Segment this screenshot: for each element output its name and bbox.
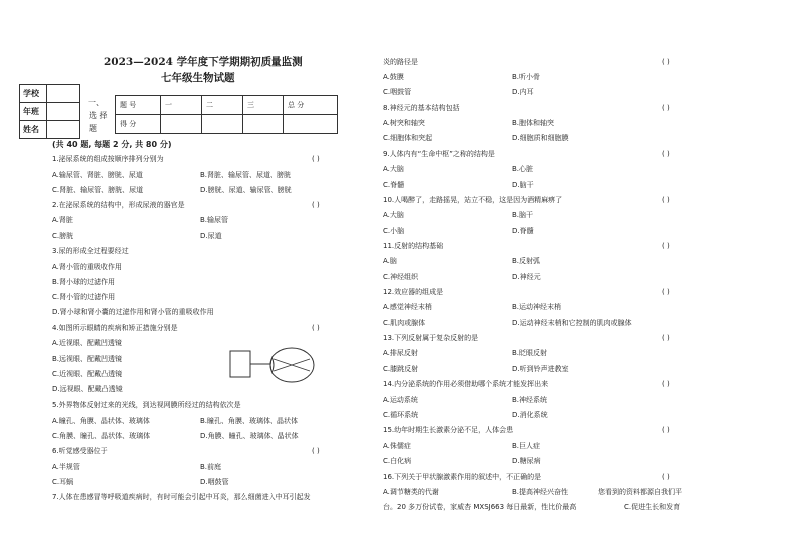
question-12: 12.效应器的组成是 bbox=[383, 288, 444, 296]
score-header-1: 一 bbox=[161, 96, 202, 115]
score-cell-3[interactable] bbox=[243, 115, 284, 134]
question-6: 6.听觉感受器位于 bbox=[52, 447, 108, 455]
answer-paren-6[interactable]: ( ) bbox=[312, 447, 320, 455]
q5-option-a: A.瞳孔、角膜、晶状体、玻璃体 bbox=[52, 417, 150, 425]
q3-option-a: A.肾小管的重吸收作用 bbox=[52, 263, 122, 271]
answer-paren-10[interactable]: ( ) bbox=[662, 196, 670, 204]
q2-option-d: D.尿道 bbox=[200, 232, 222, 240]
q13-option-a: A.排尿反射 bbox=[383, 349, 418, 357]
question-3: 3.尿的形成全过程要经过 bbox=[52, 247, 129, 255]
q8-option-d: D.细胞质和细胞膜 bbox=[512, 134, 569, 142]
q16-option-b: B.提高神经兴奋性 bbox=[512, 488, 569, 496]
school-field[interactable] bbox=[47, 85, 80, 103]
q12-option-c: C.肌肉或腺体 bbox=[383, 319, 426, 327]
score-label: 得 分 bbox=[116, 115, 161, 134]
q2-option-a: A.肾脏 bbox=[52, 216, 73, 224]
q2-option-c: C.膀胱 bbox=[52, 232, 74, 240]
question-15: 15.幼年时期生长激素分泌不足，人体会患 bbox=[383, 426, 514, 434]
q4-option-b: B.远视眼、配戴凹透镜 bbox=[52, 355, 123, 363]
eye-diagram bbox=[226, 345, 318, 391]
answer-paren-9[interactable]: ( ) bbox=[662, 150, 670, 158]
q6-option-c: C.耳蜗 bbox=[52, 478, 74, 486]
question-7: 7.人体在患感冒等呼吸道疾病时，有时可能会引起中耳炎，那么细菌进入中耳引起发 bbox=[52, 493, 311, 501]
q9-option-c: C.脊髓 bbox=[383, 181, 405, 189]
q5-option-d: D.角膜、瞳孔、玻璃体、晶状体 bbox=[200, 432, 299, 440]
question-5: 5.外界物体反射过来的光线，到达视网膜所经过的结构依次是 bbox=[52, 401, 241, 409]
q15-option-c: C.白化病 bbox=[383, 457, 412, 465]
q5-option-c: C.角膜、瞳孔、晶状体、玻璃体 bbox=[52, 432, 151, 440]
question-1: 1.泌尿系统的组成按顺序排列分别为 bbox=[52, 155, 164, 163]
q14-option-b: B.神经系统 bbox=[512, 396, 548, 404]
q15-option-d: D.糖尿病 bbox=[512, 457, 541, 465]
q4-option-c: C.近视眼、配戴凸透镜 bbox=[52, 370, 123, 378]
score-cell-total[interactable] bbox=[284, 115, 338, 134]
name-label: 姓名 bbox=[20, 121, 47, 139]
q14-option-a: A.运动系统 bbox=[383, 396, 418, 404]
q13-option-b: B.眨眼反射 bbox=[512, 349, 548, 357]
watermark-text-1: 您看到的资料都源自我们平 bbox=[598, 488, 682, 496]
q1-option-b: B.肾脏、输尿管、尿道、膀胱 bbox=[200, 171, 292, 179]
section-note: (共 40 题, 每题 2 分, 共 80 分) bbox=[52, 140, 172, 149]
score-header-qnum: 题 号 bbox=[116, 96, 161, 115]
answer-paren-12[interactable]: ( ) bbox=[662, 288, 670, 296]
answer-paren-11[interactable]: ( ) bbox=[662, 242, 670, 250]
answer-paren-7[interactable]: ( ) bbox=[662, 58, 670, 66]
q9-option-b: B.心脏 bbox=[512, 165, 534, 173]
q1-option-d: D.膀胱、尿道、输尿管、膀胱 bbox=[200, 186, 292, 194]
q7-option-b: B.听小骨 bbox=[512, 73, 541, 81]
question-16: 16.下列关于甲状腺激素作用的叙述中，不正确的是 bbox=[383, 473, 542, 481]
q8-option-b: B.胞体和轴突 bbox=[512, 119, 555, 127]
class-field[interactable] bbox=[47, 103, 80, 121]
q8-option-a: A.树突和轴突 bbox=[383, 119, 425, 127]
q12-option-d: D.运动神经末梢和它控制的肌肉或腺体 bbox=[512, 319, 632, 327]
answer-paren-8[interactable]: ( ) bbox=[662, 104, 670, 112]
q16-option-c: C.促进生长和发育 bbox=[624, 503, 681, 511]
question-4: 4.如图所示眼睛的疾病和矫正措施分别是 bbox=[52, 324, 178, 332]
q8-option-c: C.细胞体和突起 bbox=[383, 134, 433, 142]
school-label: 学校 bbox=[20, 85, 47, 103]
q3-option-c: C.肾小管的过滤作用 bbox=[52, 293, 116, 301]
question-10: 10.人喝醉了，走路摇晃，站立不稳，这是因为酒精麻痹了 bbox=[383, 196, 563, 204]
q10-option-c: C.小脑 bbox=[383, 227, 405, 235]
q6-option-b: B.前庭 bbox=[200, 463, 222, 471]
name-field[interactable] bbox=[47, 121, 80, 139]
exam-title: 2023—2024 学年度下学期期初质量监测 bbox=[104, 56, 303, 68]
answer-paren-1[interactable]: ( ) bbox=[312, 155, 320, 163]
q15-option-a: A.侏儒症 bbox=[383, 442, 411, 450]
score-header-total: 总 分 bbox=[284, 96, 338, 115]
q7-option-c: C.咽鼓管 bbox=[383, 88, 412, 96]
q14-option-c: C.循环系统 bbox=[383, 411, 419, 419]
q3-option-b: B.肾小球的过滤作用 bbox=[52, 278, 116, 286]
question-9: 9.人体内有“生命中枢”之称的结构是 bbox=[383, 150, 495, 158]
eye-lens bbox=[270, 357, 274, 373]
q14-option-d: D.消化系统 bbox=[512, 411, 548, 419]
score-cell-2[interactable] bbox=[202, 115, 243, 134]
question-2: 2.在泌尿系统的结构中，形成尿液的器官是 bbox=[52, 201, 185, 209]
q11-option-a: A.脑 bbox=[383, 257, 397, 265]
section-name-end: 题 bbox=[89, 124, 97, 133]
watermark-text-2: 台。20 多万份试卷，家威杏 MXSJ663 每日最新，性比价最高 bbox=[383, 503, 577, 511]
student-info-table bbox=[19, 84, 80, 139]
q10-option-d: D.脊髓 bbox=[512, 227, 534, 235]
q13-option-d: D.听到铃声进教室 bbox=[512, 365, 569, 373]
q11-option-c: C.神经组织 bbox=[383, 273, 419, 281]
answer-paren-16[interactable]: ( ) bbox=[662, 473, 670, 481]
lens-box bbox=[230, 351, 250, 377]
question-8: 8.神经元的基本结构包括 bbox=[383, 104, 460, 112]
question-13: 13.下列反射属于复杂反射的是 bbox=[383, 334, 479, 342]
q4-option-a: A.近视眼、配戴凹透镜 bbox=[52, 339, 122, 347]
q4-option-d: D.远视眼、配戴凸透镜 bbox=[52, 385, 123, 393]
q11-option-d: D.神经元 bbox=[512, 273, 541, 281]
q9-option-d: D.脑干 bbox=[512, 181, 534, 189]
q1-option-c: C.肾脏、输尿管、膀胱、尿道 bbox=[52, 186, 144, 194]
q6-option-d: D.咽鼓管 bbox=[200, 478, 229, 486]
q16-option-a: A.调节糖类的代谢 bbox=[383, 488, 439, 496]
exam-subtitle: 七年级生物试题 bbox=[161, 72, 235, 84]
score-header-3: 三 bbox=[243, 96, 284, 115]
q15-option-b: B.巨人症 bbox=[512, 442, 541, 450]
answer-paren-4[interactable]: ( ) bbox=[312, 324, 320, 332]
answer-paren-2[interactable]: ( ) bbox=[312, 201, 320, 209]
q11-option-b: B.反射弧 bbox=[512, 257, 541, 265]
answer-paren-14[interactable]: ( ) bbox=[662, 380, 670, 388]
q13-option-c: C.膝跳反射 bbox=[383, 365, 419, 373]
class-label: 年班 bbox=[20, 103, 47, 121]
score-header-2: 二 bbox=[202, 96, 243, 115]
answer-paren-13[interactable]: ( ) bbox=[662, 334, 670, 342]
section-name: 选 择 bbox=[89, 111, 108, 120]
score-cell-1[interactable] bbox=[161, 115, 202, 134]
q10-option-b: B.脑干 bbox=[512, 211, 534, 219]
q6-option-a: A.半规管 bbox=[52, 463, 80, 471]
question-7-continued: 炎的路径是 bbox=[383, 58, 418, 66]
q12-option-b: B.运动神经末梢 bbox=[512, 303, 562, 311]
q2-option-b: B.输尿管 bbox=[200, 216, 229, 224]
score-table bbox=[115, 95, 338, 134]
q9-option-a: A.大脑 bbox=[383, 165, 404, 173]
q7-option-d: D.内耳 bbox=[512, 88, 534, 96]
q3-option-d: D.肾小球和肾小囊的过滤作用和肾小管的重吸收作用 bbox=[52, 308, 214, 316]
question-11: 11.反射的结构基础 bbox=[383, 242, 444, 250]
q1-option-a: A.输尿管、肾脏、膀胱、尿道 bbox=[52, 171, 143, 179]
section-number: 一、 bbox=[88, 98, 104, 107]
q5-option-b: B.瞳孔、角膜、玻璃体、晶状体 bbox=[200, 417, 299, 425]
q12-option-a: A.感觉神经末梢 bbox=[383, 303, 432, 311]
q7-option-a: A.鼓膜 bbox=[383, 73, 404, 81]
answer-paren-15[interactable]: ( ) bbox=[662, 426, 670, 434]
question-14: 14.内分泌系统的作用必须借助哪个系统才能发挥出来 bbox=[383, 380, 549, 388]
q10-option-a: A.大脑 bbox=[383, 211, 404, 219]
